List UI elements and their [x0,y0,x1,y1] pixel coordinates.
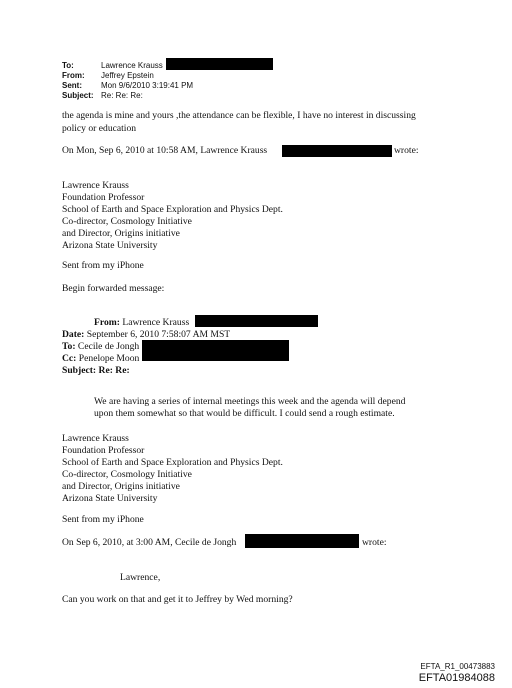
to-label: To: [62,61,74,70]
quote1-post: wrote: [394,145,419,156]
sig-line: Co-director, Cosmology Initiative [62,469,192,480]
begin-forwarded: Begin forwarded message: [62,283,165,294]
request-line: Can you work on that and get it to Jeffrey by Wed morning? [62,594,293,605]
fwd-from-value: Lawrence Krauss [122,317,190,328]
sent-value: Mon 9/6/2010 3:19:41 PM [101,81,194,90]
redaction-block [142,350,289,361]
reply-line-1: the agenda is mine and yours ,the attendance can be flexible, I have no interest in discussing [62,110,416,121]
redaction-block [195,315,318,327]
from-label: From: [62,71,85,80]
fwd-date-label: Date: [62,329,85,340]
sig-line: School of Earth and Space Exploration and Physics Dept. [62,204,283,215]
footer-id-large: EFTA01984088 [418,672,495,684]
fwd-from [94,317,189,329]
sent-from-2: Sent from my iPhone [62,514,144,525]
subject-label: Subject: [62,91,94,100]
fwd-cc [62,353,139,365]
fwd-subject [62,365,130,377]
header-sent [62,81,193,91]
quote1-pre: On Mon, Sep 6, 2010 at 10:58 AM, Lawrence Krauss [62,145,268,156]
fwd-to [62,341,139,353]
fwd-subject-value: Re: Re: [98,365,130,376]
header-from [62,71,154,81]
fwd-cc-value: Penelope Moon [78,353,140,364]
from-value: Jeffrey Epstein [101,71,154,80]
signature-1 [62,180,283,252]
sig-line: and Director, Origins initiative [62,481,180,492]
fwd-body-1: We are having a series of internal meetings this week and the agenda will depend [94,396,406,407]
header-subject [62,91,143,101]
subject-value: Re: Re: Re: [101,91,143,100]
quote2-pre: On Sep 6, 2010, at 3:00 AM, Cecile de Jongh [62,537,237,548]
reply-line-2: policy or education [62,123,137,134]
redaction-block [282,145,392,157]
sig-line: Foundation Professor [62,192,145,203]
sent-label: Sent: [62,81,82,90]
sig-line: Foundation Professor [62,445,145,456]
to-value: Lawrence Krauss [101,61,163,70]
fwd-date-value: September 6, 2010 7:58:07 AM MST [86,329,231,340]
sent-from-1: Sent from my iPhone [62,260,144,271]
fwd-to-label: To: [62,341,76,352]
fwd-from-label: From: [94,317,120,328]
sig-line: School of Earth and Space Exploration and Physics Dept. [62,457,283,468]
signature-2 [62,433,283,505]
fwd-subject-label: Subject: [62,365,97,376]
footer-id-small: EFTA_R1_00473883 [420,662,495,671]
greeting: Lawrence, [120,572,161,583]
header-to [62,61,163,71]
sig-line: Arizona State University [62,240,158,251]
sig-line: Lawrence Krauss [62,433,129,444]
quote-line-1 [62,145,267,157]
redaction-block [166,58,273,70]
fwd-to-value: Cecile de Jongh [77,341,140,352]
fwd-cc-label: Cc: [62,353,77,364]
redaction-block [245,534,359,548]
fwd-body-2: upon them somewhat so that would be difficult. I could send a rough estimate. [94,408,395,419]
quote2-post: wrote: [362,537,387,548]
sig-line: Arizona State University [62,493,158,504]
sig-line: Co-director, Cosmology Initiative [62,216,192,227]
sig-line: and Director, Origins initiative [62,228,180,239]
sig-line: Lawrence Krauss [62,180,129,191]
